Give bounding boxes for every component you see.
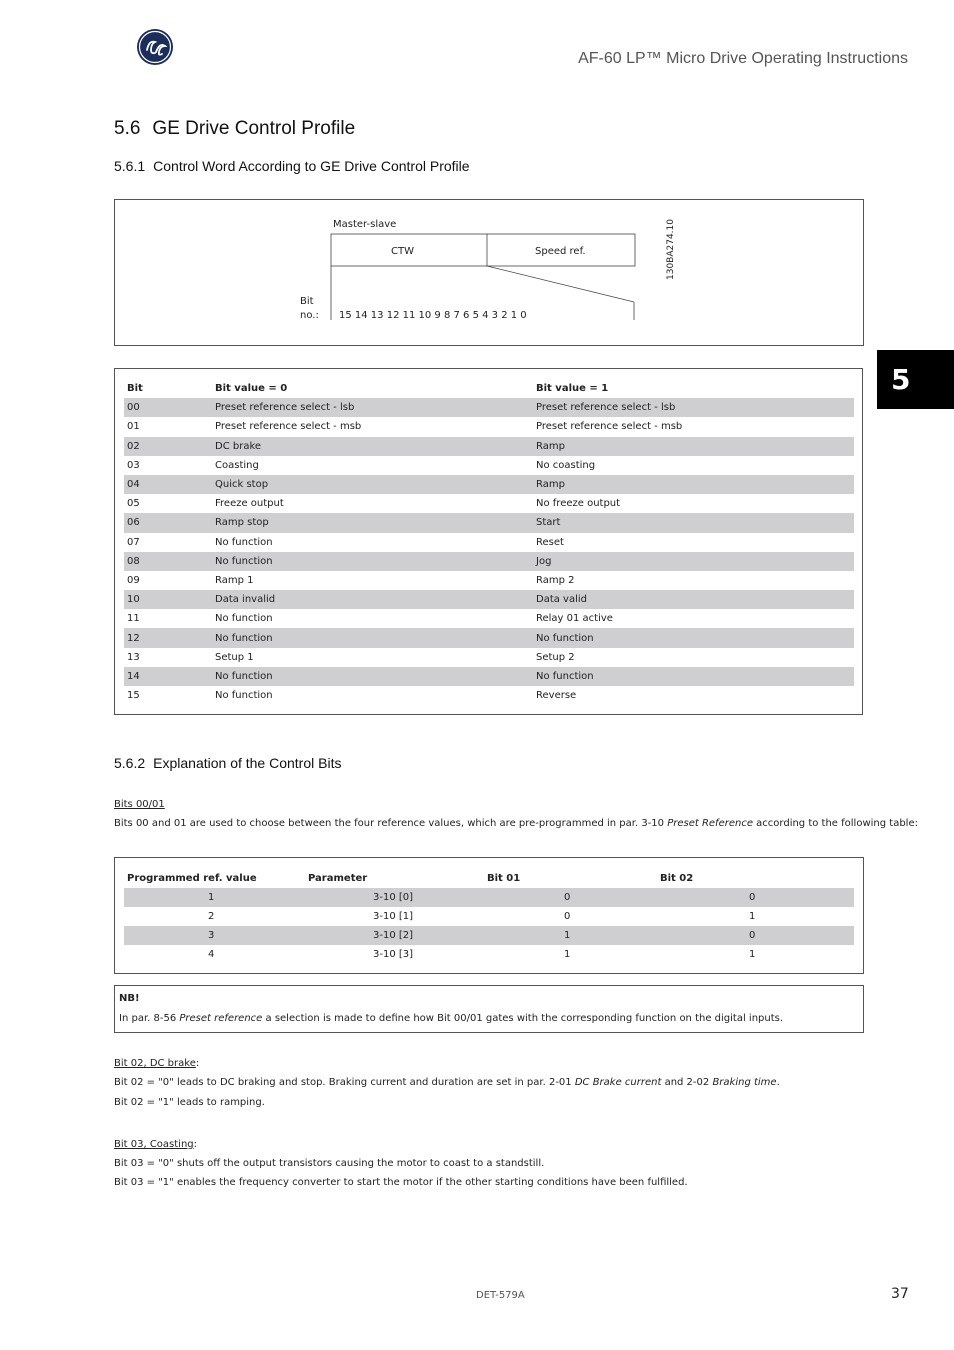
table-header-row [124,379,854,398]
bit-cell: 08 [124,552,212,571]
bit-cell: 03 [127,459,140,471]
value0-cell: No function [212,552,533,571]
value1-cell: No function [533,628,854,647]
table-row [124,686,854,705]
bit-cell: 05 [127,498,140,510]
control-word-table [124,379,854,705]
bit03-heading [114,1139,197,1150]
heading-suffix: : [195,1058,200,1069]
note-box [114,985,864,1033]
value0-cell: Ramp 1 [215,574,254,586]
param-name: Preset reference [179,1013,263,1024]
bit-cell: 09 [127,574,140,586]
chapter-tab: 5 [877,350,954,409]
value1-cell: Preset reference select - lsb [533,398,854,417]
value0-cell: No function [212,628,533,647]
value0-cell: Coasting [215,459,259,471]
table-row [124,475,854,494]
value0-cell: No function [215,690,273,702]
table-row [124,945,854,964]
parameter-cell: 3-10 [2] [305,926,484,945]
page-number: 37 [891,1286,909,1302]
value1-cell: No function [533,667,854,686]
ge-logo [136,28,174,66]
bit01-cell: 0 [484,888,657,907]
table-row [124,513,854,532]
value1-cell: Relay 01 active [536,613,613,625]
subsection-number: 5.6.2 [114,755,146,771]
bit02-heading [114,1058,199,1069]
bit02-cell: 0 [657,888,854,907]
bit-cell: 00 [124,398,212,417]
value0-cell: Preset reference select - lsb [212,398,533,417]
header-bit: Bit [127,383,143,395]
table-header-row [124,869,854,888]
subsection-number: 5.6.1 [114,158,146,174]
param-name: DC Brake current [574,1077,662,1088]
bits-0001-text [114,818,918,829]
text-segment: . [776,1077,780,1088]
table-row [124,888,854,907]
table-row [124,628,854,647]
value0-cell: Data invalid [212,590,533,609]
reference-table [124,869,854,964]
bit02-cell: 1 [749,911,756,922]
bit-cell: 10 [124,590,212,609]
value1-cell: Reset [536,536,564,548]
table-row [124,494,854,513]
subsection-title: Explanation of the Control Bits [153,755,342,771]
text-segment: Bits 00 and 01 are used to choose between the four reference values, which are pre-programmed in par. 3-10 [114,818,668,829]
note-title: NB! [119,993,140,1004]
header-parameter: Parameter [308,873,368,884]
header-ref-value: Programmed ref. value [127,873,257,884]
value1-cell: Start [533,513,854,532]
value0-cell: No function [212,667,533,686]
param-name: Braking time [712,1077,777,1088]
bit-cell: 06 [124,513,212,532]
header-value-1: Bit value = 1 [536,383,609,395]
bit-numbers: 15 14 13 12 11 10 9 8 7 6 5 4 3 2 1 0 [339,310,527,321]
header-bit01: Bit 01 [487,873,521,884]
bits-0001-heading: Bits 00/01 [114,799,165,810]
value0-cell: Quick stop [212,475,533,494]
value1-cell: Data valid [533,590,854,609]
parameter-cell: 3-10 [0] [305,888,484,907]
document-title: AF-60 LP™ Micro Drive Operating Instructions [578,50,908,67]
bit-cell: 15 [127,690,140,702]
expansion-line [487,266,634,302]
table-row [124,437,854,456]
note-text [119,1013,783,1024]
bit-cell: 11 [127,613,140,625]
text-segment: In par. 8-56 [119,1013,180,1024]
bit01-cell: 0 [564,911,571,922]
value1-cell: No freeze output [536,498,621,510]
control-word-table-frame [114,368,863,715]
value1-cell: Setup 2 [536,651,575,663]
bit-cell: 12 [124,628,212,647]
ref-value-cell: 3 [124,926,305,945]
param-name: Preset Reference [667,818,753,829]
text-segment: a selection is made to define how Bit 00/01 gates with the corresponding function on the digital inputs. [262,1013,784,1024]
section-title: GE Drive Control Profile [152,118,356,139]
bit-cell: 04 [124,475,212,494]
bit-cell: 02 [124,437,212,456]
bit02-line2: Bit 02 = "1" leads to ramping. [114,1097,265,1108]
value1-cell: Ramp [533,437,854,456]
subsection-heading-1 [114,158,470,174]
value1-cell: Jog [533,552,854,571]
header-value-0: Bit value = 0 [215,383,288,395]
value1-cell: Ramp [533,475,854,494]
value1-cell: Preset reference select - msb [536,421,683,433]
subsection-title: Control Word According to GE Drive Control Profile [153,158,470,174]
control-word-diagram [114,199,864,346]
table-row [124,590,854,609]
bit02-cell: 1 [749,949,756,960]
parameter-cell: 3-10 [1] [373,911,414,922]
text-segment: Bit 02 = "0" leads to DC braking and stop. Braking current and duration are set in par. 2-01 [114,1077,575,1088]
table-row [124,907,854,926]
value1-cell: Reverse [536,690,577,702]
section-number: 5.6 [114,118,141,139]
table-row [124,926,854,945]
bit03-line2: Bit 03 = "1" enables the frequency converter to start the motor if the other starting conditions have been fulfilled. [114,1177,688,1188]
ctw-speed-frame [331,234,635,266]
table-row [124,456,854,475]
reference-table-frame [114,857,864,974]
footer-doc-code: DET-579A [476,1290,525,1301]
value0-cell: Ramp stop [212,513,533,532]
table-row [124,667,854,686]
speed-ref-label: Speed ref. [535,246,586,257]
table-row [124,533,854,552]
bit01-cell: 1 [564,949,571,960]
table-row [124,552,854,571]
value1-cell: No coasting [536,459,596,471]
text-segment: and 2-02 [661,1077,713,1088]
bit02-cell: 0 [657,926,854,945]
ctw-label: CTW [391,246,414,257]
table-row [124,609,854,628]
value0-cell: No function [215,536,273,548]
text-segment: according to the following table: [752,818,918,829]
heading-text: Bit 02, DC brake [114,1058,196,1069]
table-row [124,417,854,436]
bit01-cell: 1 [484,926,657,945]
ref-value-cell: 4 [208,949,215,960]
bit-cell: 13 [127,651,140,663]
section-heading [114,118,355,140]
bit-label: Bit [300,296,314,307]
master-slave-label: Master-slave [333,219,397,230]
table-row [124,398,854,417]
bit-cell: 07 [127,536,140,548]
table-row [124,648,854,667]
bit-cell: 14 [124,667,212,686]
value0-cell: Freeze output [215,498,284,510]
figure-code: 130BA274.10 [666,218,676,280]
bit-cell: 01 [127,421,140,433]
value0-cell: DC brake [212,437,533,456]
value1-cell: Ramp 2 [536,574,575,586]
value0-cell: Preset reference select - msb [215,421,362,433]
ref-value-cell: 1 [124,888,305,907]
bit03-line1: Bit 03 = "0" shuts off the output transistors causing the motor to coast to a standstill. [114,1158,545,1169]
subsection-heading-2 [114,755,341,771]
no-label: no.: [300,310,319,321]
heading-suffix: : [193,1139,198,1150]
table-row [124,571,854,590]
parameter-cell: 3-10 [3] [373,949,414,960]
ref-value-cell: 2 [208,911,215,922]
value0-cell: Setup 1 [215,651,254,663]
value0-cell: No function [215,613,273,625]
heading-text: Bit 03, Coasting [114,1139,194,1150]
header-bit02: Bit 02 [660,873,694,884]
bit02-line1 [114,1077,780,1088]
